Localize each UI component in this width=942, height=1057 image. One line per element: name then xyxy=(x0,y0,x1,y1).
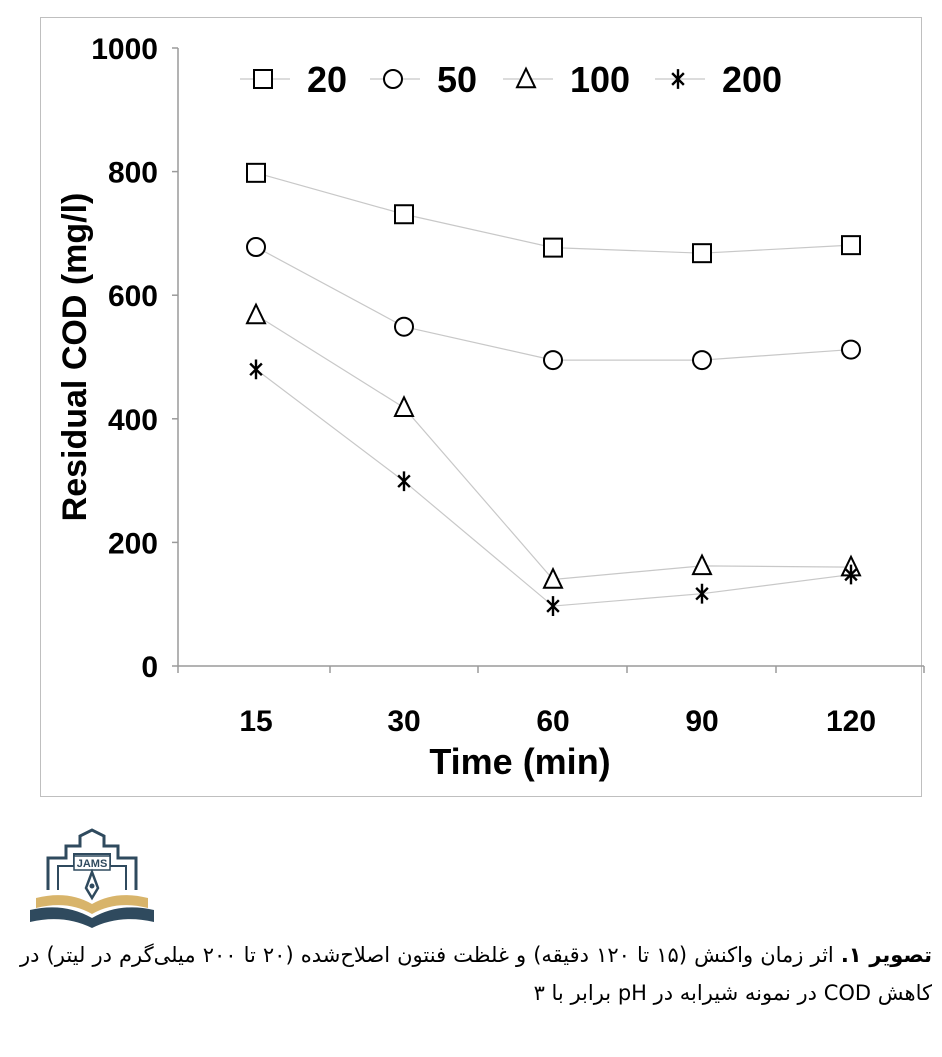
legend-label-200: 200 xyxy=(722,59,783,100)
point-square-20 xyxy=(395,205,413,223)
figure-caption xyxy=(20,936,932,1012)
point-square-20 xyxy=(247,164,265,182)
point-square-20 xyxy=(842,236,860,254)
legend-label-100: 100 xyxy=(570,59,631,100)
point-circle-50 xyxy=(544,351,562,369)
point-circle-50 xyxy=(395,318,413,336)
point-square-20 xyxy=(544,239,562,257)
y-tick-label: 800 xyxy=(107,156,158,190)
caption-text: اثر زمان واکنش (۱۵ تا ۱۲۰ دقیقه) و غلظت فنتون اصلاح‌شده (۲۰ تا ۲۰۰ میلی‌گرم در لیتر) در کاهش COD در نمونه شیرابه در pH برابر با ۳ xyxy=(20,943,932,1005)
caption-label: تصویر ۱. xyxy=(840,943,933,967)
x-tick-label: 30 xyxy=(387,705,421,738)
legend-marker-circle xyxy=(384,70,402,88)
jams-logo xyxy=(28,828,156,928)
y-tick-label: 0 xyxy=(141,651,158,684)
legend-marker-triangle xyxy=(517,69,535,88)
point-triangle-100 xyxy=(247,305,265,324)
y-tick-label: 400 xyxy=(107,403,158,437)
x-tick-label: 60 xyxy=(536,705,570,738)
y-axis-label: Residual COD (mg/l) xyxy=(56,192,94,522)
x-axis-label: Time (min) xyxy=(429,741,611,782)
point-asterisk-200 xyxy=(250,359,262,379)
point-circle-50 xyxy=(693,351,711,369)
y-tick-label: 200 xyxy=(107,527,158,561)
point-triangle-100 xyxy=(395,397,413,416)
point-circle-50 xyxy=(842,341,860,359)
point-circle-50 xyxy=(247,238,265,256)
series-line-50 xyxy=(256,247,851,360)
legend-label-50: 50 xyxy=(437,59,478,100)
legend-marker-square xyxy=(254,70,272,88)
point-triangle-100 xyxy=(693,556,711,575)
legend-label-20: 20 xyxy=(307,59,348,100)
y-tick-label: 600 xyxy=(107,280,158,314)
point-asterisk-200 xyxy=(398,471,410,491)
x-tick-label: 90 xyxy=(685,705,719,738)
point-square-20 xyxy=(693,244,711,262)
logo-text: JAMS xyxy=(76,858,108,870)
x-tick-label: 15 xyxy=(239,705,273,738)
x-tick-label: 120 xyxy=(825,705,877,738)
y-tick-label: 1000 xyxy=(91,33,158,66)
